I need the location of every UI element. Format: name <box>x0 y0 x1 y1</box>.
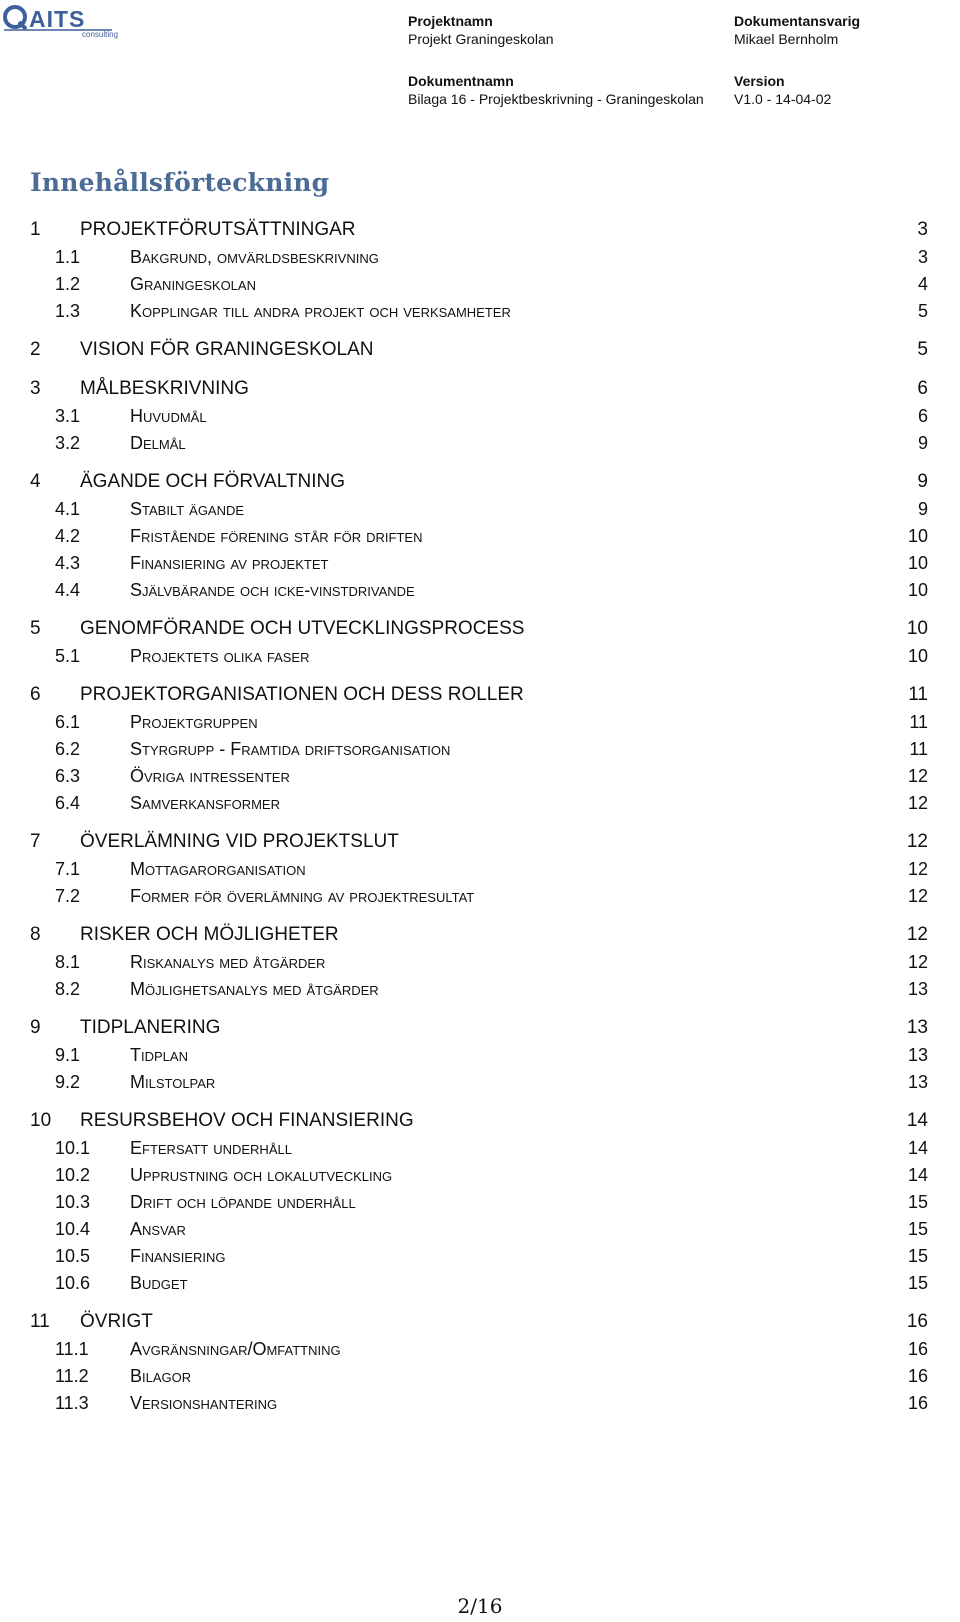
toc-entry-number: 9 <box>30 1017 41 1038</box>
toc-subsection-entry[interactable] <box>0 856 960 882</box>
toc-entry-title: Möjlighetsanalys med åtgärder <box>130 979 379 999</box>
toc-entry-number: 1.1 <box>55 247 81 267</box>
toc-entry-title: Former för överlämning av projektresultat <box>130 886 475 906</box>
toc-entry-number: 10.2 <box>55 1165 91 1185</box>
toc-entry-page: 15 <box>907 1219 928 1239</box>
toc-entry-number: 10.4 <box>55 1219 91 1239</box>
toc-subsection-entry[interactable] <box>0 1390 960 1416</box>
toc-entry-title: VISION FÖR GRANINGESKOLAN <box>80 339 374 360</box>
toc-entry-page: 15 <box>907 1273 928 1293</box>
toc-entry-page: 6 <box>917 378 928 399</box>
toc-entry-number: 3 <box>30 378 41 399</box>
toc-entry-title: Avgränsningar/Omfattning <box>130 1339 341 1359</box>
toc-subsection-entry[interactable] <box>0 643 960 669</box>
toc-entry-number: 7.2 <box>55 886 81 906</box>
toc-section-entry[interactable] <box>0 1108 960 1134</box>
toc-entry-title: Ansvar <box>130 1219 186 1239</box>
toc-entry-page: 11 <box>908 684 928 705</box>
toc-entry-page: 14 <box>906 1110 928 1131</box>
toc-entry-number: 8.1 <box>55 952 81 972</box>
toc-section-entry[interactable] <box>0 1015 960 1041</box>
project-name-block <box>408 12 554 48</box>
toc-entry-title: GENOMFÖRANDE OCH UTVECKLINGSPROCESS <box>80 618 525 639</box>
toc-entry-title: Huvudmål <box>130 406 207 426</box>
toc-subsection-entry[interactable] <box>0 1363 960 1389</box>
toc-entry-title: Milstolpar <box>130 1072 216 1092</box>
toc-entry-number: 5 <box>30 618 41 639</box>
version-value: V1.0 - 14-04-02 <box>734 91 832 107</box>
toc-entry-page: 10 <box>907 526 928 546</box>
toc-entry-title: Kopplingar till andra projekt och verksamheter <box>130 301 511 321</box>
toc-entry-page: 10 <box>906 618 928 639</box>
toc-entry-page: 12 <box>906 831 928 852</box>
toc-entry-title: Stabilt ägande <box>130 499 245 519</box>
toc-section-entry[interactable] <box>0 469 960 495</box>
toc-entry-number: 4 <box>30 471 41 492</box>
toc-entry-title: TIDPLANERING <box>80 1017 221 1038</box>
toc-entry-title: Eftersatt underhåll <box>130 1138 292 1158</box>
toc-entry-number: 1 <box>30 219 41 240</box>
toc-entry-page: 5 <box>917 339 928 360</box>
toc-entry-number: 5.1 <box>55 646 81 666</box>
toc-section-entry[interactable] <box>0 1309 960 1335</box>
toc-entry-page: 16 <box>907 1366 928 1386</box>
toc-entry-number: 3.1 <box>55 406 81 426</box>
toc-subsection-entry[interactable] <box>0 736 960 762</box>
toc-entry-number: 10.3 <box>55 1192 91 1212</box>
project-name-value: Projekt Graningeskolan <box>408 31 554 47</box>
toc-entry-page: 15 <box>907 1246 928 1266</box>
toc-subsection-entry[interactable] <box>0 430 960 456</box>
toc-subsection-entry[interactable] <box>0 403 960 429</box>
toc-entry-page: 6 <box>917 406 928 426</box>
toc-entry-page: 14 <box>907 1165 928 1185</box>
toc-entry-title: Mottagarorganisation <box>130 859 306 879</box>
toc-subsection-entry[interactable] <box>0 523 960 549</box>
project-name-label: Projektnamn <box>408 13 493 29</box>
toc-entry-title: ÄGANDE OCH FÖRVALTNING <box>80 471 345 492</box>
toc-entry-title: ÖVERLÄMNING VID PROJEKTSLUT <box>80 831 399 852</box>
toc-subsection-entry[interactable] <box>0 790 960 816</box>
toc-entry-number: 10 <box>30 1110 52 1131</box>
toc-entry-page: 11 <box>909 739 928 759</box>
document-name-label: Dokumentnamn <box>408 73 514 89</box>
toc-subsection-entry[interactable] <box>0 298 960 324</box>
toc-entry-page: 13 <box>907 1045 928 1065</box>
toc-section-entry[interactable] <box>0 337 960 363</box>
toc-subsection-entry[interactable] <box>0 1042 960 1068</box>
toc-subsection-entry[interactable] <box>0 550 960 576</box>
toc-entry-title: Fristående förening står för driften <box>130 526 423 546</box>
toc-entry-title: Projektets olika faser <box>130 646 310 666</box>
toc-entry-page: 10 <box>907 553 928 573</box>
toc-subsection-entry[interactable] <box>0 1189 960 1215</box>
toc-entry-page: 11 <box>909 712 928 732</box>
toc-entry-page: 10 <box>907 580 928 600</box>
toc-subsection-entry[interactable] <box>0 763 960 789</box>
toc-entry-number: 7 <box>30 831 41 852</box>
toc-entry-page: 9 <box>917 433 928 453</box>
toc-entry-title: Tidplan <box>130 1045 188 1065</box>
toc-section-entry[interactable] <box>0 217 960 243</box>
toc-subsection-entry[interactable] <box>0 1243 960 1269</box>
toc-entry-title: Graningeskolan <box>130 274 256 294</box>
toc-section-entry[interactable] <box>0 829 960 855</box>
toc-entry-title: Självbärande och icke-vinstdrivande <box>130 580 415 600</box>
toc-entry-page: 13 <box>907 1072 928 1092</box>
toc-subsection-entry[interactable] <box>0 1216 960 1242</box>
toc-entry-number: 10.1 <box>55 1138 91 1158</box>
toc-entry-page: 13 <box>906 1017 928 1038</box>
toc-entry-page: 16 <box>907 1393 928 1413</box>
toc-entry-page: 12 <box>907 793 928 813</box>
toc-entry-title: MÅLBESKRIVNING <box>80 378 249 399</box>
toc-entry-title: Upprustning och lokalutveckling <box>130 1165 393 1185</box>
toc-entry-title: PROJEKTORGANISATIONEN OCH DESS ROLLER <box>80 684 524 705</box>
toc-subsection-entry[interactable] <box>0 577 960 603</box>
toc-entry-title: ÖVRIGT <box>80 1311 153 1332</box>
toc-entry-number: 9.2 <box>55 1072 81 1092</box>
toc-entry-number: 8 <box>30 924 41 945</box>
version-block <box>734 72 831 108</box>
toc-entry-title: RISKER OCH MÖJLIGHETER <box>80 924 339 945</box>
toc-entry-number: 4.3 <box>55 553 81 573</box>
toc-entry-title: Budget <box>130 1273 188 1293</box>
toc-entry-page: 3 <box>917 219 928 240</box>
toc-entry-page: 12 <box>907 952 928 972</box>
page-number: 2/16 <box>457 1594 503 1618</box>
toc-entry-title: Projektgruppen <box>130 712 258 732</box>
toc-entry-number: 11.3 <box>55 1393 89 1413</box>
toc-subsection-entry[interactable] <box>0 1069 960 1095</box>
toc-subsection-entry[interactable] <box>0 1162 960 1188</box>
toc-subsection-entry[interactable] <box>0 976 960 1002</box>
toc-entry-page: 3 <box>917 247 928 267</box>
toc-entry-number: 10.6 <box>55 1273 91 1293</box>
toc-entry-number: 7.1 <box>55 859 81 879</box>
toc-entry-page: 4 <box>917 274 928 294</box>
toc-entry-number: 4.1 <box>55 499 81 519</box>
toc-entry-page: 9 <box>917 499 928 519</box>
toc-entry-title: Bakgrund, omvärldsbeskrivning <box>130 247 379 267</box>
toc-entry-number: 1.3 <box>55 301 81 321</box>
toc-entry-number: 6.4 <box>55 793 81 813</box>
toc-subsection-entry[interactable] <box>0 496 960 522</box>
toc-entry-number: 6.2 <box>55 739 81 759</box>
toc-entry-number: 11.1 <box>55 1339 89 1359</box>
responsible-label: Dokumentansvarig <box>734 13 861 29</box>
toc-entry-title: Riskanalys med åtgärder <box>130 952 326 972</box>
toc-entry-title: Bilagor <box>130 1366 192 1386</box>
toc-entry-title: PROJEKTFÖRUTSÄTTNINGAR <box>80 219 356 240</box>
toc-entry-number: 6 <box>30 684 41 705</box>
toc-entry-page: 9 <box>917 471 928 492</box>
toc-entry-number: 6.3 <box>55 766 81 786</box>
toc-entry-title: Versionshantering <box>130 1393 278 1413</box>
toc-entry-number: 10.5 <box>55 1246 91 1266</box>
toc-subsection-entry[interactable] <box>0 1336 960 1362</box>
toc-entry-page: 16 <box>906 1311 928 1332</box>
toc-entry-title: Finansiering <box>130 1246 226 1266</box>
toc-entry-page: 16 <box>907 1339 928 1359</box>
toc-entry-page: 12 <box>907 859 928 879</box>
svg-text:consulting: consulting <box>82 30 119 39</box>
toc-entry-page: 14 <box>907 1138 928 1158</box>
toc-entry-page: 15 <box>907 1192 928 1212</box>
toc-subsection-entry[interactable] <box>0 883 960 909</box>
toc-entry-number: 8.2 <box>55 979 81 999</box>
toc-entry-title: Delmål <box>130 433 186 453</box>
toc-section-entry[interactable] <box>0 376 960 402</box>
version-label: Version <box>734 73 785 89</box>
toc-entry-number: 3.2 <box>55 433 81 453</box>
toc-entry-page: 13 <box>907 979 928 999</box>
toc-subsection-entry[interactable] <box>0 1270 960 1296</box>
toc-entry-page: 10 <box>907 646 928 666</box>
company-logo <box>2 4 119 39</box>
document-name-value: Bilaga 16 - Projektbeskrivning - Graningeskolan <box>408 91 704 107</box>
toc-entry-page: 12 <box>907 886 928 906</box>
toc-entry-number: 6.1 <box>55 712 81 732</box>
toc-subsection-entry[interactable] <box>0 244 960 270</box>
toc-entry-title: RESURSBEHOV OCH FINANSIERING <box>80 1110 414 1131</box>
toc-entry-title: Drift och löpande underhåll <box>130 1192 356 1212</box>
document-name-block <box>408 72 704 108</box>
toc-subsection-entry[interactable] <box>0 709 960 735</box>
toc-section-entry[interactable] <box>0 922 960 948</box>
toc-entry-title: Styrgrupp - Framtida driftsorganisation <box>130 739 451 759</box>
responsible-block <box>734 12 860 48</box>
toc-entry-number: 11 <box>30 1311 50 1332</box>
responsible-value: Mikael Bernholm <box>734 31 839 47</box>
toc-entry-title: Finansiering av projektet <box>130 553 329 573</box>
toc-entry-number: 2 <box>30 339 41 360</box>
toc-entry-number: 4.4 <box>55 580 81 600</box>
toc-entry-number: 4.2 <box>55 526 81 546</box>
toc-entry-page: 12 <box>906 924 928 945</box>
toc-subsection-entry[interactable] <box>0 1135 960 1161</box>
toc-entry-page: 12 <box>907 766 928 786</box>
toc-entry-title: Samverkansformer <box>130 793 280 813</box>
toc-section-entry[interactable] <box>0 682 960 708</box>
toc-entry-number: 11.2 <box>55 1366 89 1386</box>
toc-subsection-entry[interactable] <box>0 271 960 297</box>
toc-subsection-entry[interactable] <box>0 949 960 975</box>
toc-section-entry[interactable] <box>0 616 960 642</box>
toc-entry-page: 5 <box>917 301 928 321</box>
toc-entry-number: 1.2 <box>55 274 81 294</box>
toc-title: Innehållsförteckning <box>30 168 330 197</box>
toc-entry-title: Övriga intressenter <box>130 766 290 786</box>
toc-entry-number: 9.1 <box>55 1045 81 1065</box>
svg-text:AITS: AITS <box>29 6 86 32</box>
